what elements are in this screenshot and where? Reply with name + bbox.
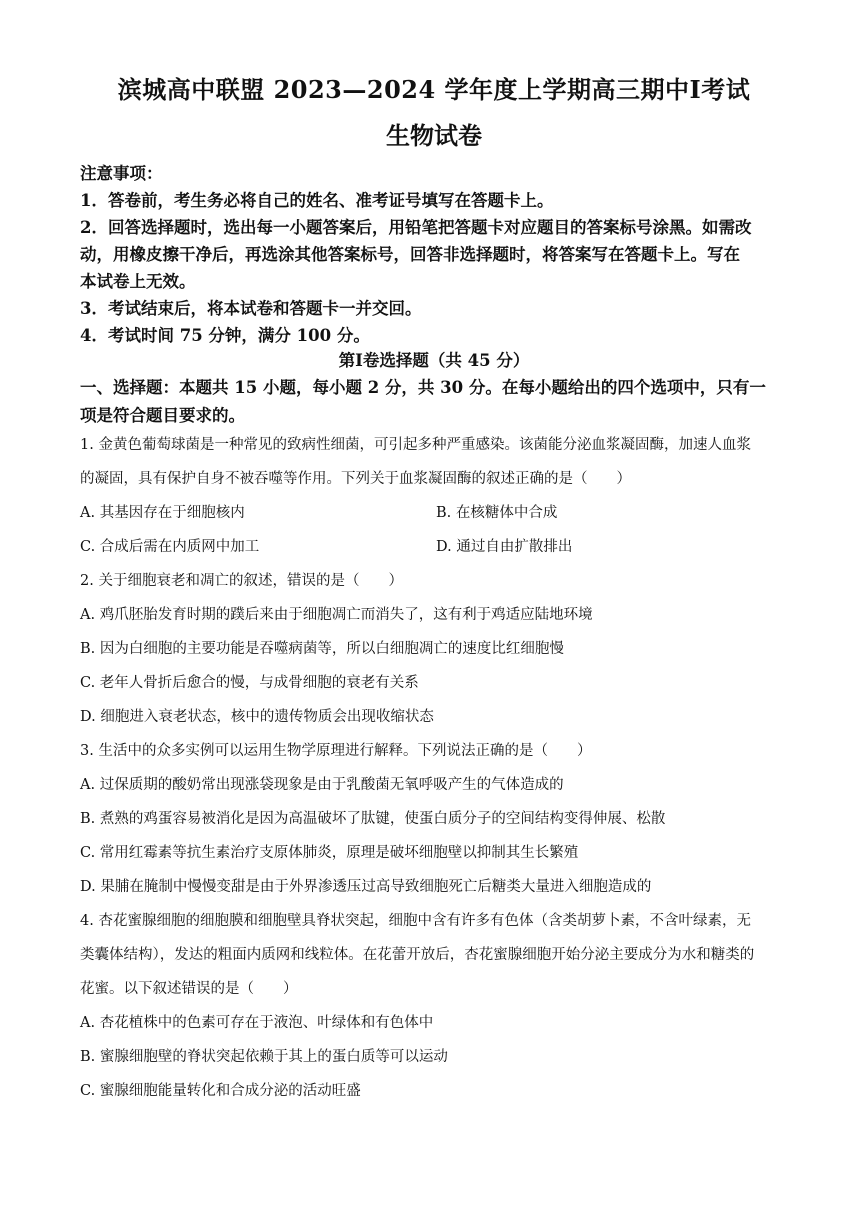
- options-row: [80, 530, 792, 564]
- notes-item: 1．答卷前，考生务必将自己的姓名、准考证号填写在答题卡上。: [80, 191, 554, 210]
- notes-item: 动，用橡皮擦干净后，再选涂其他答案标号，回答非选择题时，将答案写在答题卡上。写在: [80, 245, 740, 264]
- option-a: A. 其基因存在于细胞核内: [80, 505, 245, 521]
- question-stem-line: 4. 杏花蜜腺细胞的细胞膜和细胞壁具脊状突起，细胞中含有许多有色体（含类胡萝卜素，不含叶绿素，无: [80, 913, 751, 929]
- question-stem-line: 花蜜。以下叙述错误的是（ ）: [80, 981, 298, 997]
- section-header: 第Ⅰ卷选择题（共 45 分）: [338, 351, 530, 370]
- notes-item: 本试卷上无效。: [80, 272, 196, 291]
- question-stem: 3. 生活中的众多实例可以运用生物学原理进行解释。下列说法正确的是（ ）: [80, 743, 592, 759]
- notes-item: 3．考试结束后，将本试卷和答题卡一并交回。: [80, 299, 422, 318]
- part-instructions-line: 一、选择题：本题共 15 小题，每小题 2 分，共 30 分。在每小题给出的四个选项中，只有一: [80, 378, 766, 397]
- part-instructions: [80, 374, 792, 430]
- question-3: [80, 734, 792, 904]
- notes-item: 4．考试时间 75 分钟，满分 100 分。: [80, 326, 370, 345]
- option-c: C. 常用红霉素等抗生素治疗支原体肺炎，原理是破坏细胞壁以抑制其生长繁殖: [80, 845, 579, 861]
- part-instructions-line: 项是符合题目要求的。: [80, 406, 245, 425]
- option-d: D. 果脯在腌制中慢慢变甜是由于外界渗透压过高导致细胞死亡后糖类大量进入细胞造成的: [80, 879, 652, 895]
- option-b: B. 在核糖体中合成: [436, 505, 558, 521]
- option-a: A. 过保质期的酸奶常出现涨袋现象是由于乳酸菌无氧呼吸产生的气体造成的: [80, 777, 564, 793]
- options-row: [80, 496, 792, 530]
- option-c: C. 合成后需在内质网中加工: [80, 539, 260, 555]
- option-b: B. 蜜腺细胞壁的脊状突起依赖于其上的蛋白质等可以运动: [80, 1049, 448, 1065]
- option-a: A. 杏花植株中的色素可存在于液泡、叶绿体和有色体中: [80, 1015, 434, 1031]
- question-stem: 2. 关于细胞衰老和凋亡的叙述，错误的是（ ）: [80, 573, 403, 589]
- question-stem-line: 的凝固，具有保护自身不被吞噬等作用。下列关于血浆凝固酶的叙述正确的是（ ）: [80, 471, 631, 487]
- option-c: C. 老年人骨折后愈合的慢，与成骨细胞的衰老有关系: [80, 675, 419, 691]
- notes-block: [80, 160, 792, 349]
- question-stem-line: 类囊体结构），发达的粗面内质网和线粒体。在花蕾开放后，杏花蜜腺细胞开始分泌主要成分为水和糖类的: [80, 947, 755, 963]
- question-stem-line: 1. 金黄色葡萄球菌是一种常见的致病性细菌，可引起多种严重感染。该菌能分泌血浆凝固酶，加速人血浆: [80, 437, 751, 453]
- option-d: D. 通过自由扩散排出: [436, 539, 573, 555]
- question-1: [80, 428, 792, 564]
- exam-title: 滨城高中联盟 2023—2024 学年度上学期高三期中Ⅰ考试: [117, 75, 751, 104]
- exam-subtitle: 生物试卷: [386, 121, 482, 150]
- question-2: [80, 564, 792, 734]
- notes-heading: 注意事项：: [80, 164, 163, 183]
- question-4: [80, 904, 792, 1108]
- option-d: D. 细胞进入衰老状态，核中的遗传物质会出现收缩状态: [80, 709, 434, 725]
- option-a: A. 鸡爪胚胎发育时期的蹼后来由于细胞凋亡而消失了，这有利于鸡适应陆地环境: [80, 607, 593, 623]
- notes-item: 2．回答选择题时，选出每一小题答案后，用铅笔把答题卡对应题目的答案标号涂黑。如需改: [80, 218, 752, 237]
- option-b: B. 煮熟的鸡蛋容易被消化是因为高温破坏了肽键，使蛋白质分子的空间结构变得伸展、松散: [80, 811, 666, 827]
- option-b: B. 因为白细胞的主要功能是吞噬病菌等，所以白细胞凋亡的速度比红细胞慢: [80, 641, 564, 657]
- option-c: C. 蜜腺细胞能量转化和合成分泌的活动旺盛: [80, 1083, 361, 1099]
